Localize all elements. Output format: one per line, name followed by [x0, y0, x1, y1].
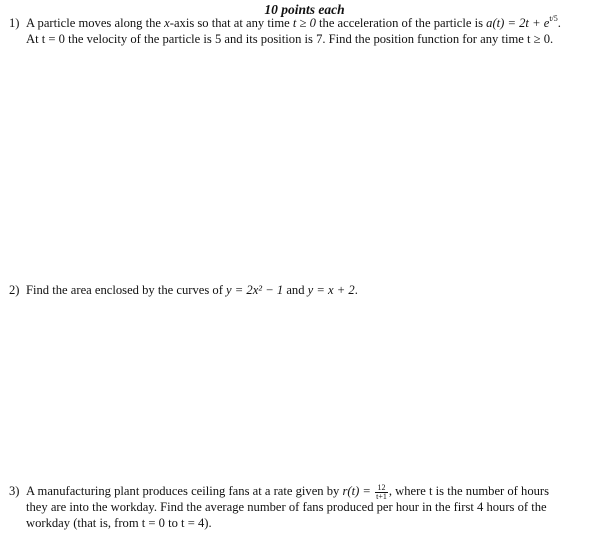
problem-text-line: they are into the workday. Find the average number of fans produced per hour in the first 4 hours of the [26, 500, 547, 514]
rate-function: r(t) = [342, 484, 371, 498]
problem-1 [0, 15, 609, 55]
problem-text-line: Find the area enclosed by the curves of y = 2x² − 1 and y = x + 2. [26, 283, 358, 297]
problem-2 [0, 282, 609, 302]
problem-text-line: A manufacturing plant produces ceiling fans at a rate given by r(t) = $\frac{12}{t+1}$ , where t is the number of hours [26, 482, 550, 501]
curve-1: y = 2x² − 1 [226, 283, 284, 297]
problem-text-line: A particle moves along the x-axis so that at any time t ≥ 0 the acceleration of the particle is $a(t) = 2t + e^{t/5}$. [26, 13, 561, 30]
problem-text-line: workday (that is, from t = 0 to t = 4). [26, 516, 212, 530]
problem-text-line: At t = 0 the velocity of the particle is 5 and its position is 7. Find the position function for any time t ≥ 0. [26, 32, 554, 46]
exponent: t/5 [549, 13, 558, 23]
problem-number: 1) [9, 16, 20, 30]
problem-3 [0, 483, 609, 539]
rate-fraction: $\frac{12}{t+1}$ [376, 482, 387, 501]
page-title: 10 points each [264, 2, 345, 17]
problem-number: 2) [9, 283, 20, 297]
curve-2: y = x + 2 [307, 283, 355, 297]
problem-number: 3) [9, 484, 20, 498]
acceleration-formula: a(t) = 2t + e [486, 16, 550, 30]
